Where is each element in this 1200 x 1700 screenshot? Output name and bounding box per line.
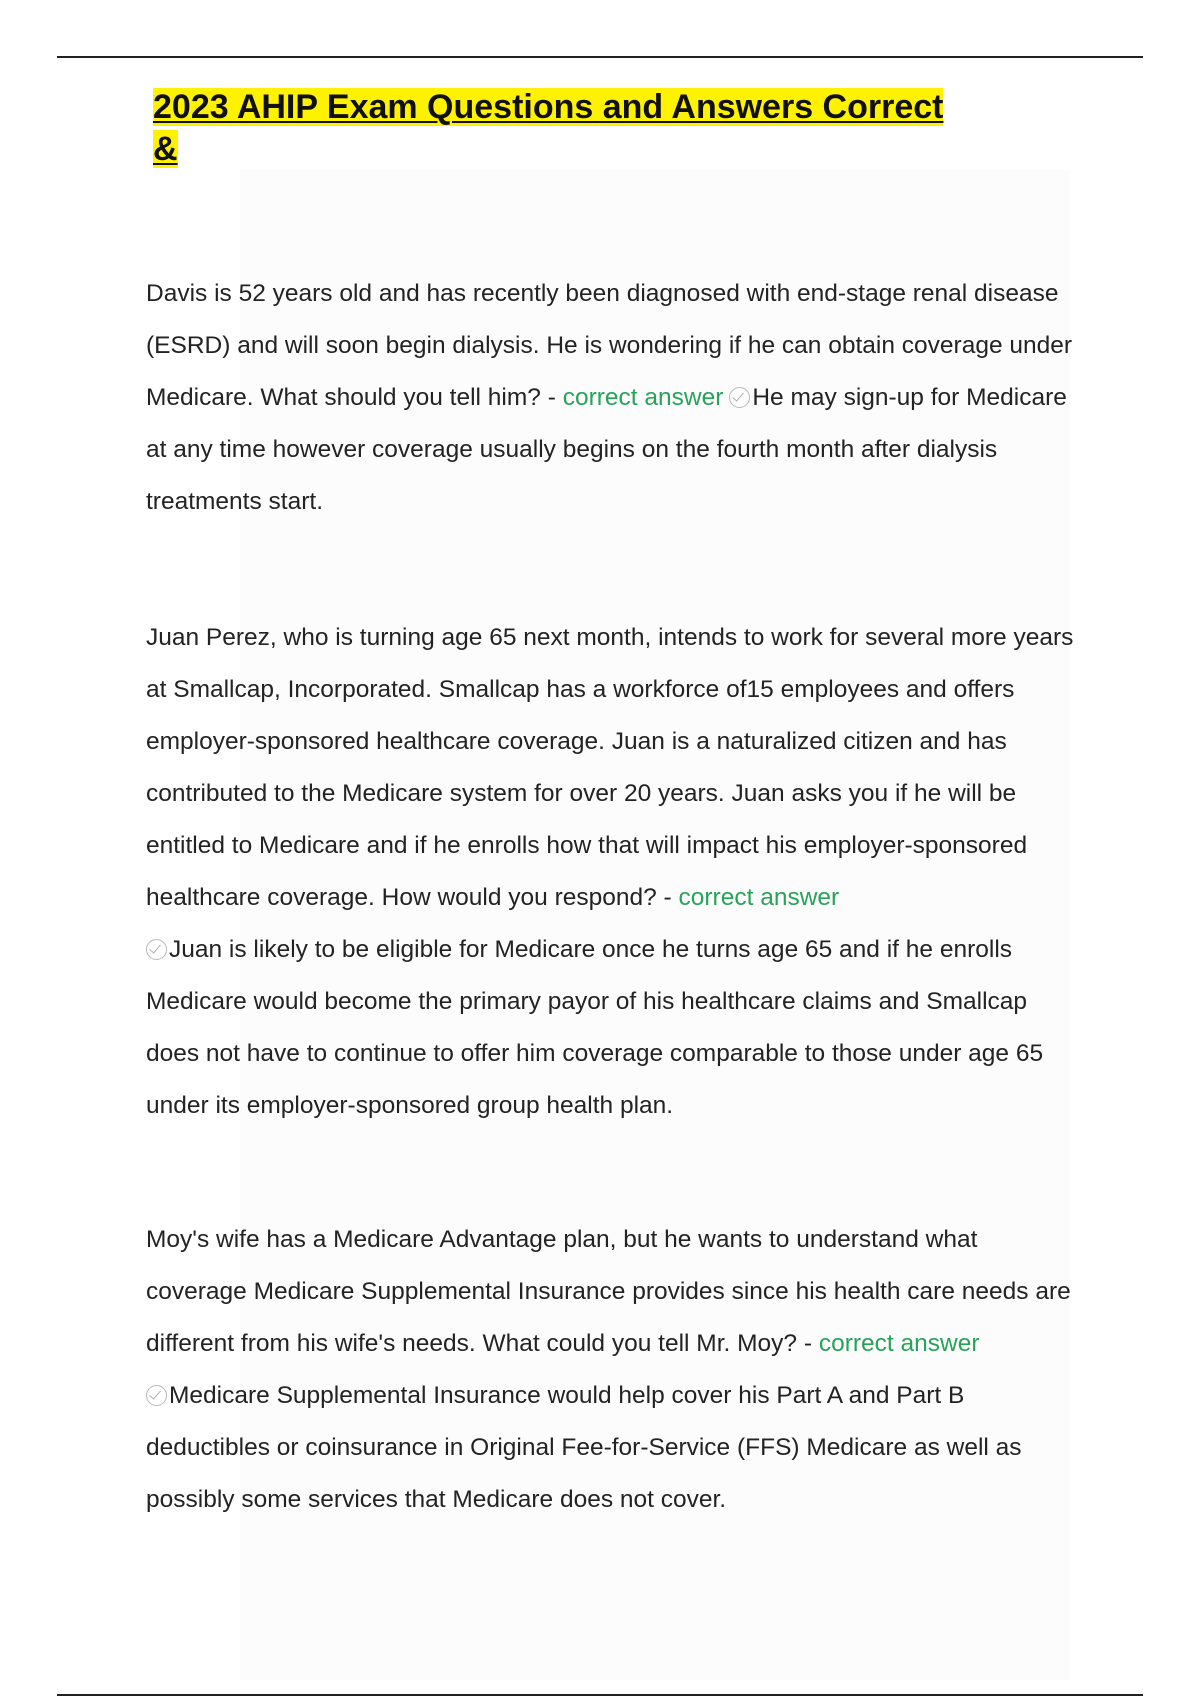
- qa-item: [146, 1214, 1076, 1526]
- title-line-2: &: [153, 130, 178, 168]
- footer-rule: [57, 1694, 1143, 1696]
- check-circle-icon: [146, 939, 167, 960]
- correct-answer-label: correct answer: [818, 1330, 980, 1357]
- qa-item: [146, 268, 1076, 528]
- check-circle-icon: [729, 387, 750, 408]
- question-text: Juan Perez, who is turning age 65 next month, intends to work for several more years at Smallcap, Incorporated. Smallcap has a workforce of15 employees and offers employer-sponsored healthcare coverage. Juan is a naturalized citizen and has contributed to the Medicare system for over 20 years. Juan asks you if he will be entitled to Medicare and if he enrolls how that will impact his employer-sponsored healthcare coverage. How would you respond? -: [146, 624, 1074, 911]
- header-rule: [57, 56, 1143, 58]
- qa-item: [146, 612, 1076, 1132]
- answer-text: Medicare Supplemental Insurance would help cover his Part A and Part B deductibles or coinsurance in Original Fee-for-Service (FFS) Medicare as well as possibly some services that Medicare does not cover.: [146, 1382, 1022, 1513]
- correct-answer-label: correct answer: [678, 884, 840, 911]
- check-circle-icon: [146, 1385, 167, 1406]
- title-line-1: 2023 AHIP Exam Questions and Answers Correct: [153, 88, 944, 126]
- document-title: [153, 86, 973, 170]
- correct-answer-label: correct answer: [562, 384, 724, 411]
- answer-text: He may sign-up for Medicare at any time however coverage usually begins on the fourth month after dialysis treatments start.: [146, 384, 1067, 515]
- question-text: Moy's wife has a Medicare Advantage plan, but he wants to understand what coverage Medicare Supplemental Insurance provides since his health care needs are different from his wife's needs. What could you tell Mr. Moy? -: [146, 1226, 1071, 1357]
- answer-text: Juan is likely to be eligible for Medicare once he turns age 65 and if he enrolls Medicare would become the primary payor of his healthcare claims and Smallcap does not have to continue to offer him coverage comparable to those under age 65 under its employer-sponsored group health plan.: [146, 936, 1044, 1119]
- question-text: Davis is 52 years old and has recently been diagnosed with end-stage renal disease (ESRD) and will soon begin dialysis. He is wondering if he can obtain coverage under Medicare. What should you tell him? -: [146, 280, 1073, 411]
